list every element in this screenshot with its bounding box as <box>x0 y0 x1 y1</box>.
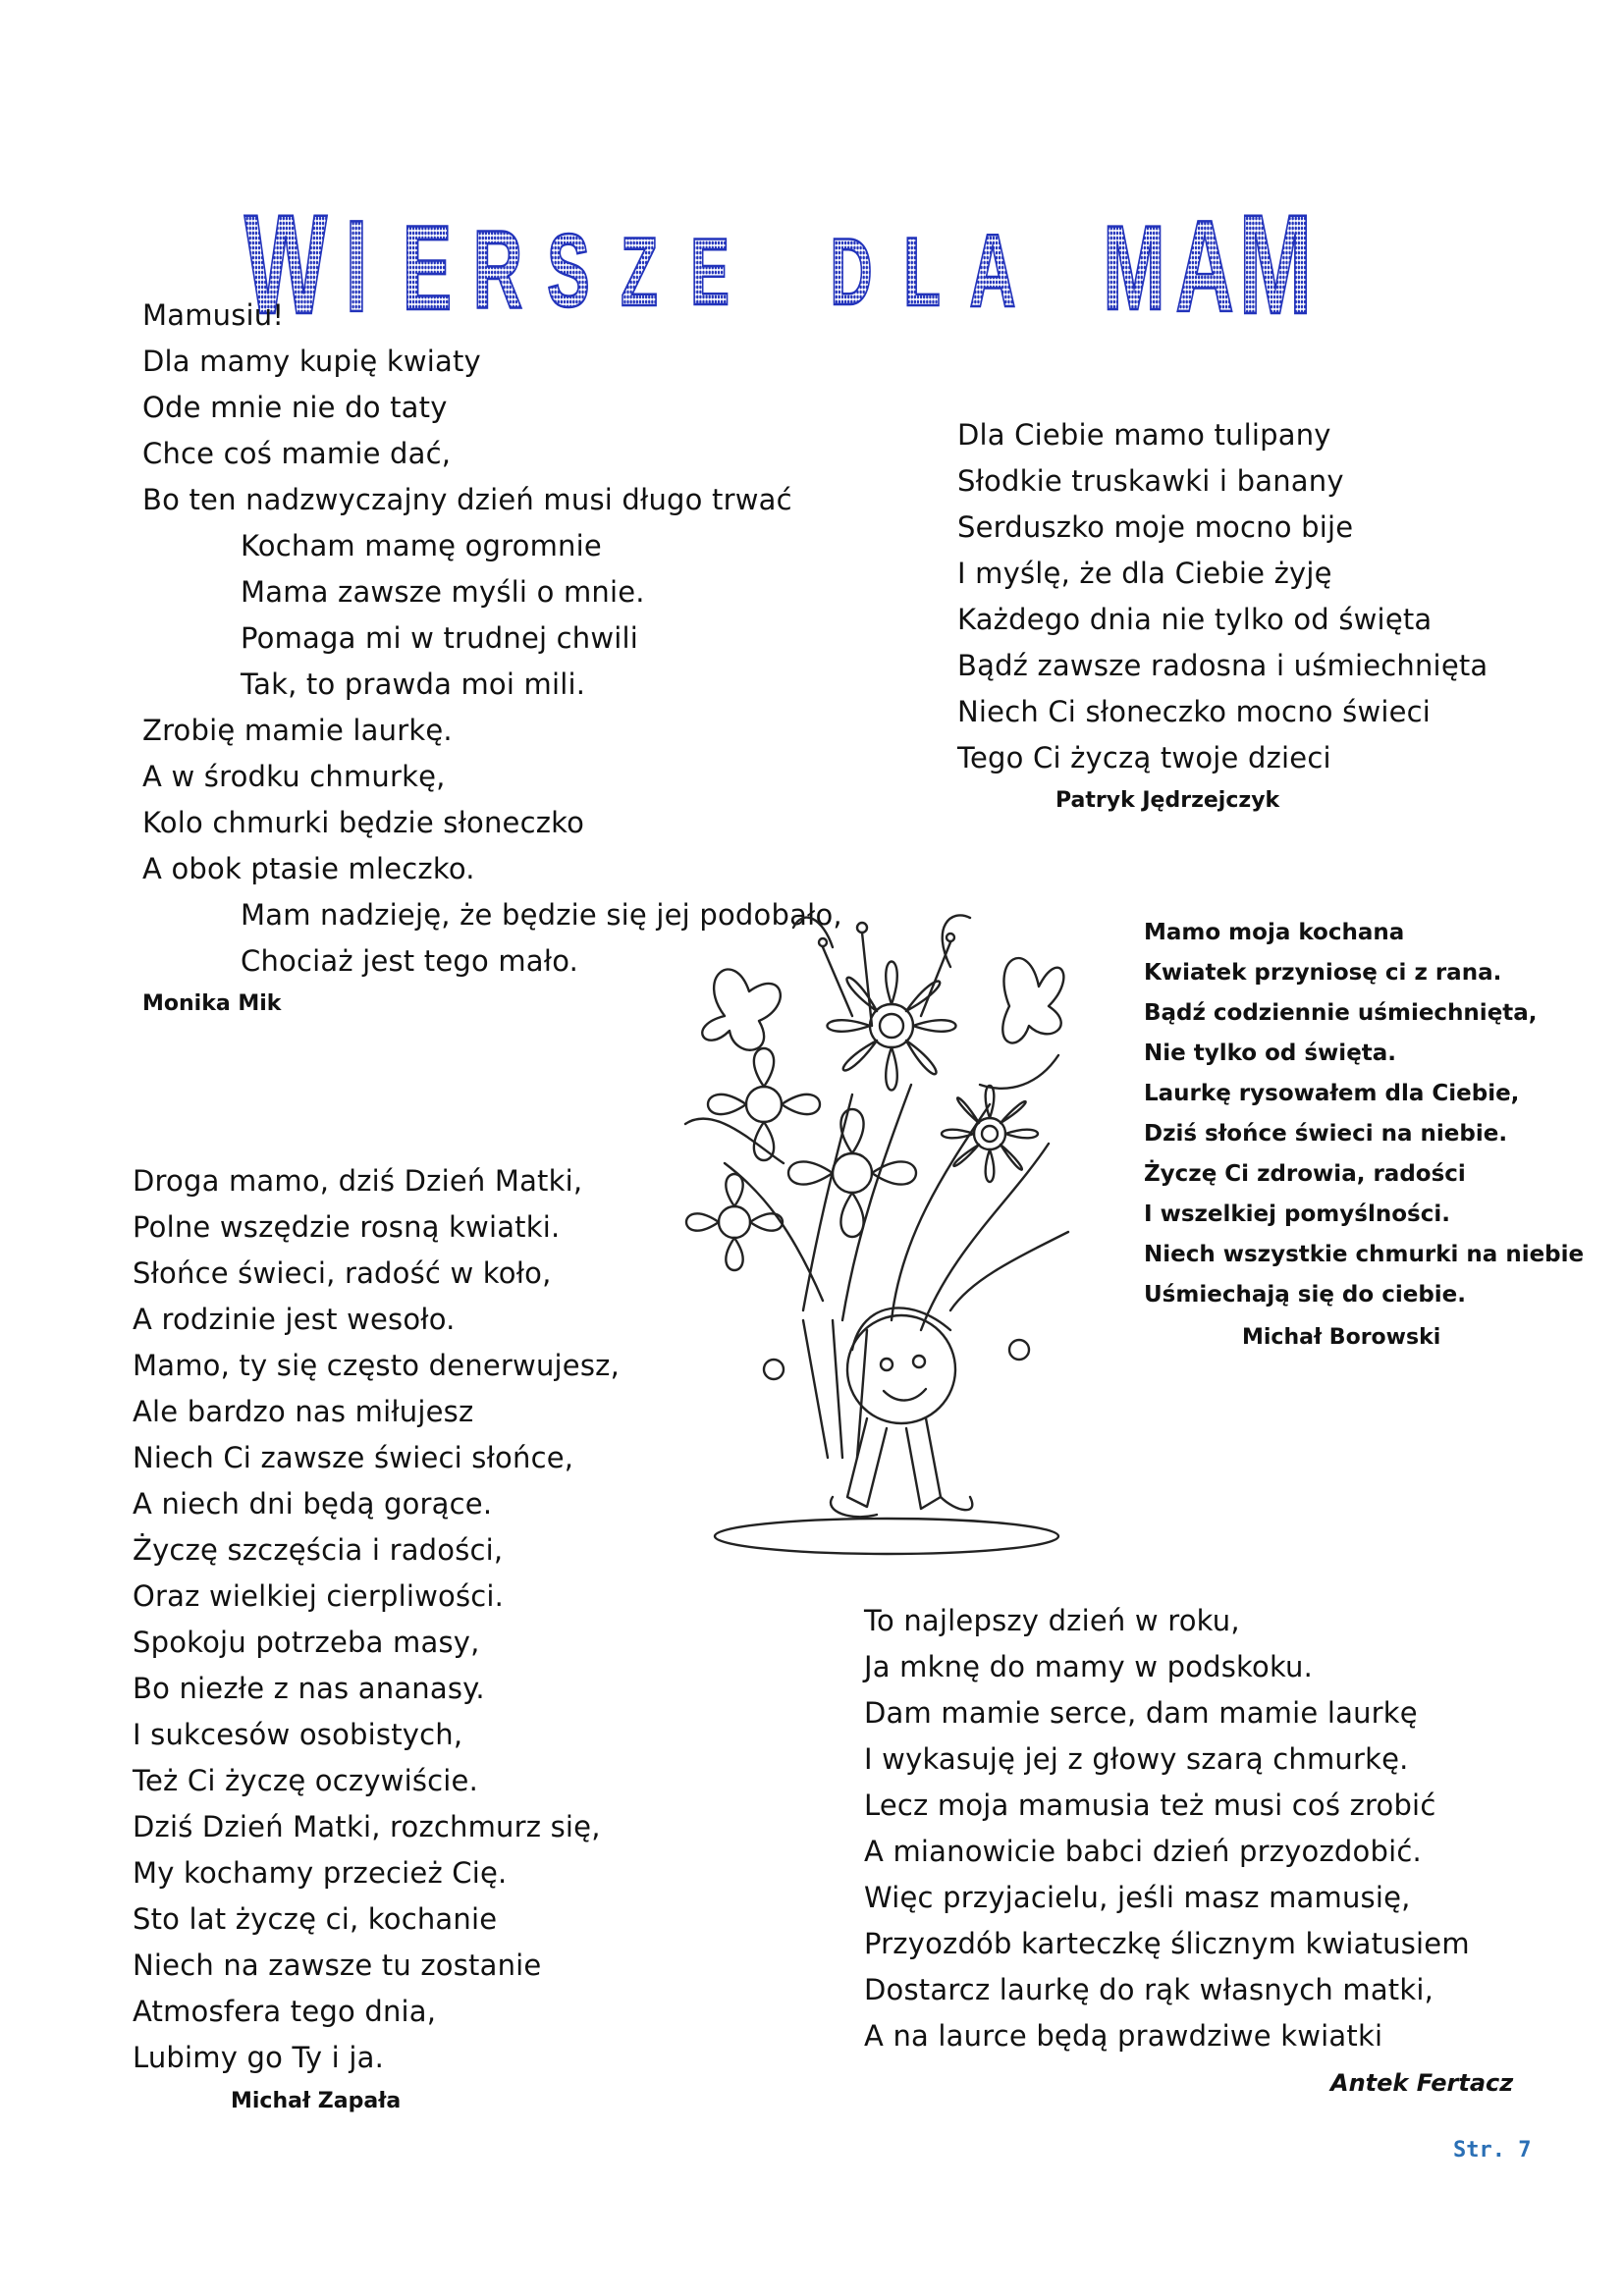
poem-line: Ale bardzo nas miłujesz <box>133 1395 474 1428</box>
poem-line: Kwiatek przyniosę ci z rana. <box>1144 960 1502 986</box>
poem-line: Bo niezłe z nas ananasy. <box>133 1672 485 1705</box>
poem-line: Też Ci życzę oczywiście. <box>133 1764 479 1797</box>
poem-line: Mamo moja kochana <box>1144 920 1405 945</box>
flower-4 <box>942 1086 1038 1182</box>
poem-line: My kochamy przecież Cię. <box>133 1856 508 1890</box>
poem-line: Droga mamo, dziś Dzień Matki, <box>133 1164 583 1198</box>
title-letter: A <box>1175 193 1234 329</box>
poem-line: Lubimy go Ty i ja. <box>133 2041 384 2074</box>
poem-line: I myślę, że dla Ciebie żyję <box>957 557 1332 590</box>
poem-line: Dostarcz laurkę do rąk własnych matki, <box>864 1973 1434 2006</box>
poem-line: Serduszko moje mocno bije <box>957 510 1354 544</box>
title-letter: W <box>243 186 328 329</box>
poem-line: I sukcesów osobistych, <box>133 1718 463 1751</box>
poem-line: Każdego dnia nie tylko od święta <box>957 603 1433 636</box>
poem-line: To najlepszy dzień w roku, <box>864 1604 1240 1637</box>
title-letter: Z <box>621 216 658 327</box>
poem-line: Oraz wielkiej cierpliwości. <box>133 1579 505 1613</box>
title-letter: A <box>969 212 1016 329</box>
poem-line: Życzę szczęścia i radości, <box>133 1533 504 1567</box>
poem-line: Tak, to prawda moi mili. <box>241 667 586 701</box>
poem-line: Chce coś mamie dać, <box>142 437 452 470</box>
poem-line: Sto lat życzę ci, kochanie <box>133 1902 498 1936</box>
poem-mamo-moja-kochana <box>1144 913 1584 1315</box>
poem-line: Kolo chmurki będzie słoneczko <box>142 806 585 839</box>
poem-line: Słodkie truskawki i banany <box>957 464 1344 498</box>
poem-line: Dla Ciebie mamo tulipany <box>957 418 1331 452</box>
poem-line: Spokoju potrzeba masy, <box>133 1626 480 1659</box>
poem-line: A niech dni będą gorące. <box>133 1487 493 1521</box>
poem-line: Słońce świeci, radość w koło, <box>133 1256 552 1290</box>
flower-5 <box>686 1174 783 1270</box>
flower-2 <box>708 1048 820 1160</box>
poem-line: Mam nadzieję, że będzie się jej podobało, <box>241 898 842 932</box>
poem-line: Dziś Dzień Matki, rozchmurz się, <box>133 1810 601 1843</box>
poem-line: Ode mnie nie do taty <box>142 391 448 424</box>
ground-shadow <box>715 1519 1058 1554</box>
author-antek-fertacz: Antek Fertacz <box>1330 2069 1514 2097</box>
title-letter: L <box>903 216 941 327</box>
poem-droga-mamo <box>133 1158 620 2081</box>
flower-bouquet-illustration <box>656 908 1117 1556</box>
page-number: Str. 7 <box>1453 2138 1532 2163</box>
poem-line: A na laurce będą prawdziwe kwiatki <box>864 2019 1383 2053</box>
title-letter: R <box>472 207 523 329</box>
poem-line: Niech Ci zawsze świeci słońce, <box>133 1441 574 1474</box>
poem-line: Niech Ci słoneczko mocno świeci <box>957 695 1432 728</box>
author-michal-zapala: Michał Zapała <box>231 2089 402 2113</box>
poem-line: Bo ten nadzwyczajny dzień musi długo trwać <box>142 483 792 516</box>
flower-6 <box>1002 958 1063 1042</box>
poem-line: Więc przyjacielu, jeśli masz mamusię, <box>864 1881 1411 1914</box>
poem-line: Laurkę rysowałem dla Ciebie, <box>1144 1081 1520 1106</box>
poem-line: A obok ptasie mleczko. <box>142 852 475 885</box>
title-letter: S <box>547 212 590 329</box>
poem-line: Bądź codziennie uśmiechnięta, <box>1144 1000 1538 1026</box>
author-michal-borowski: Michał Borowski <box>1242 1325 1441 1350</box>
poem-line: Mamo, ty się często denerwujesz, <box>133 1349 620 1382</box>
title-letter: E <box>402 200 453 329</box>
poem-line: Niech wszystkie chmurki na niebie <box>1144 1242 1585 1267</box>
poem-line: Pomaga mi w trudnej chwili <box>241 621 639 655</box>
poem-line: Tego Ci życzą twoje dzieci <box>957 741 1331 774</box>
poem-line: Niech na zawsze tu zostanie <box>133 1949 542 1982</box>
poem-line: Dla mamy kupię kwiaty <box>142 345 481 378</box>
poem-line: Ja mknę do mamy w podskoku. <box>864 1650 1314 1683</box>
poem-line: Przyozdób karteczkę ślicznym kwiatusiem <box>864 1927 1470 1960</box>
poem-najlepszy-dzien <box>864 1598 1470 2059</box>
poem-line: Chociaż jest tego mało. <box>241 944 579 978</box>
poem-mamusiu <box>142 293 842 985</box>
poem-tulipany <box>957 412 1488 781</box>
poem-line: Dam mamie serce, dam mamie laurkę <box>864 1696 1418 1730</box>
poem-line: Atmosfera tego dnia, <box>133 1995 437 2028</box>
poem-line: Mamusiu! <box>142 298 285 332</box>
poem-line: I wszelkiej pomyślności. <box>1144 1201 1450 1227</box>
flower-1 <box>828 962 956 1091</box>
child-figure <box>764 1308 1029 1517</box>
poem-line: Polne wszędzie rosną kwiatki. <box>133 1210 561 1244</box>
poem-line: Dziś słońce świeci na niebie. <box>1144 1121 1508 1147</box>
poem-line: Mama zawsze myśli o mnie. <box>241 575 645 609</box>
poem-line: Uśmiechają się do ciebie. <box>1144 1282 1467 1308</box>
flower-stems <box>725 1085 1068 1330</box>
poem-line: A rodzinie jest wesoło. <box>133 1303 456 1336</box>
poem-line: A w środku chmurkę, <box>142 760 446 793</box>
poem-line: I wykasuję jej z głowy szarą chmurkę. <box>864 1742 1409 1776</box>
poem-line: Kocham mamę ogromnie <box>241 529 602 562</box>
poem-line: Życzę Ci zdrowia, radości <box>1144 1161 1466 1187</box>
title-letter: D <box>830 219 873 325</box>
title-letter: E <box>690 219 730 325</box>
poem-line: Bądź zawsze radosna i uśmiechnięta <box>957 649 1488 682</box>
poem-line: Nie tylko od święta. <box>1144 1041 1397 1066</box>
poem-line: Zrobię mamie laurkę. <box>142 714 453 747</box>
flower-7 <box>702 970 781 1050</box>
poem-line: Lecz moja mamusia też musi coś zrobić <box>864 1789 1436 1822</box>
poem-line: A mianowicie babci dzień przyozdobić. <box>864 1835 1422 1868</box>
author-patryk-jedrzejczyk: Patryk Jędrzejczyk <box>1055 788 1280 813</box>
title-letter: M <box>1103 200 1165 329</box>
flower-3 <box>788 1109 916 1237</box>
title-letter: M <box>1238 186 1313 329</box>
title-letter: I <box>345 193 368 329</box>
author-monika-mik: Monika Mik <box>142 991 282 1016</box>
